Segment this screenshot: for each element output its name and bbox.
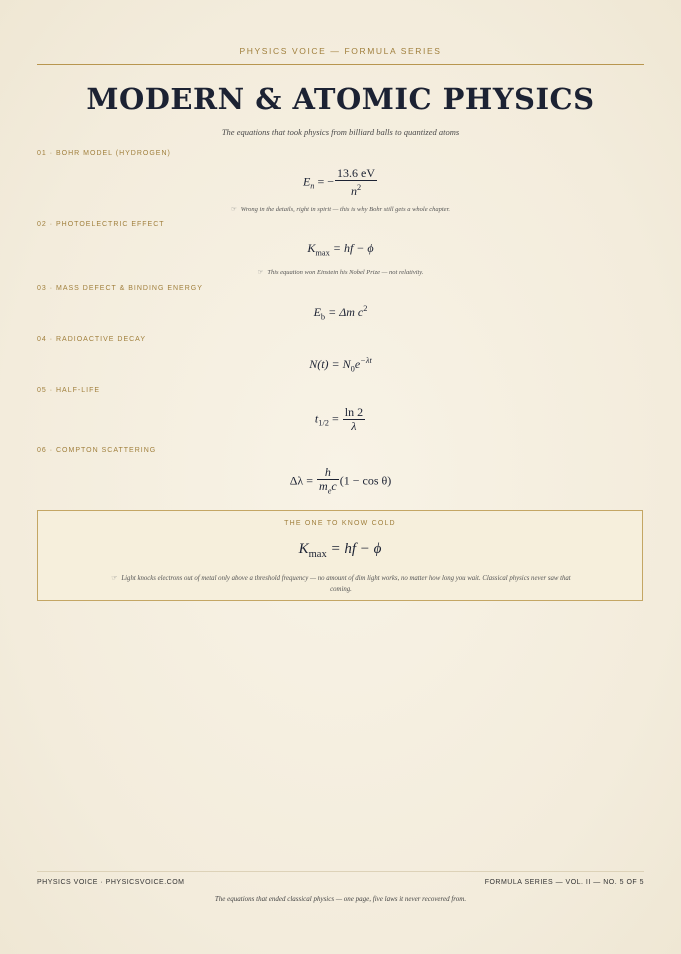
- section-label-photoelectric: 02 · PHOTOELECTRIC EFFECT: [37, 221, 165, 228]
- highlight-note: ☞ Light knocks electrons out of metal only above a threshold frequency — no amount of dim light works, no matter how long you wait. Classical physics never saw that coming.: [111, 575, 571, 593]
- formula-half-life: $t_{1/2}$ = $\frac{\ln 2}{\lambda}$: [314, 405, 364, 433]
- formula-binding: $E_b = \Delta m$ $c^2$: [313, 304, 368, 322]
- footer-tagline: The equations that ended classical physics — one page, five laws it never recovered from.: [214, 895, 467, 903]
- footer-series-info: FORMULA SERIES — VOL. II — NO. 5 OF 5: [484, 879, 644, 886]
- section-label-bohr: 01 · BOHR MODEL (HYDROGEN): [37, 150, 171, 157]
- highlight-formula: $K_{max}$ = hf − ϕ: [298, 541, 382, 560]
- page-title: MODERN & ATOMIC PHYSICS: [86, 82, 595, 116]
- section-label-compton: 06 · COMPTON SCATTERING: [37, 447, 157, 454]
- pointing-hand-icon: ☞: [230, 206, 237, 213]
- page-subtitle: The equations that took physics from billiard balls to quantized atoms: [221, 127, 460, 137]
- header-divider: [37, 64, 644, 65]
- formula-photoelectric: $K_{max}$ = hf − ϕ: [307, 241, 374, 258]
- formula-decay: $N(t) = N_0e^{-\lambda t}$: [309, 356, 372, 374]
- pointing-hand-icon: ☞: [111, 575, 118, 582]
- highlight-box: [37, 510, 643, 601]
- footer-divider: [37, 871, 644, 872]
- series-header: PHYSICS VOICE — FORMULA SERIES: [239, 46, 442, 56]
- pointing-hand-icon: ☞: [257, 269, 264, 276]
- note-photoelectric: ☞ This equation won Einstein his Nobel Prize — not relativity.: [257, 269, 424, 276]
- section-label-binding: 03 · MASS DEFECT & BINDING ENERGY: [37, 285, 203, 292]
- highlight-title: THE ONE TO KNOW COLD: [284, 520, 396, 527]
- note-bohr: ☞ Wrong in the details, right in spirit — this is why Bohr still gets a whole chapter.: [230, 206, 451, 213]
- formula-compton: Δλ = $\frac{h}{m_ec}$ (1 − cos θ): [289, 465, 392, 496]
- formula-bohr: $E_n$ = − $\frac{13.6 eV}{n^2}$: [302, 166, 376, 198]
- section-label-decay: 04 · RADIOACTIVE DECAY: [37, 336, 147, 343]
- footer-brand: PHYSICS VOICE · PHYSICSVOICE.COM: [37, 879, 185, 886]
- section-label-half-life: 05 · HALF-LIFE: [37, 387, 101, 394]
